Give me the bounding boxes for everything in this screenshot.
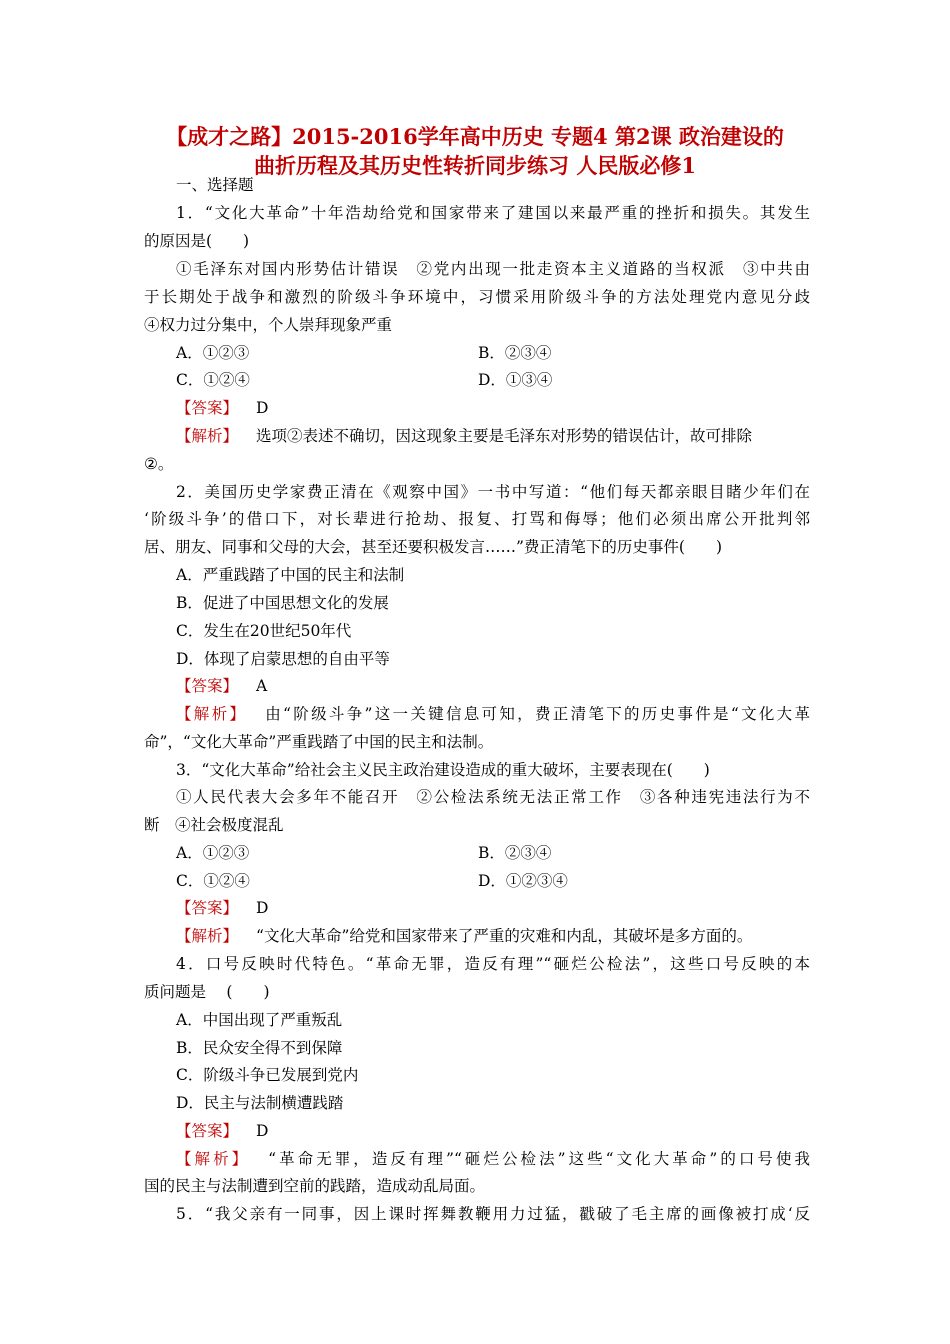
q2-answer <box>176 672 810 700</box>
analysis-tag: 【解析】 <box>176 1150 251 1168</box>
analysis-tag: 【解析】 <box>176 705 248 723</box>
q3-analysis-text: “文化大革命”给党和国家带来了严重的灾难和内乱，其破坏是多方面的。 <box>256 927 753 945</box>
q4-choice-c: C．阶级斗争已发展到党内 <box>176 1066 359 1084</box>
answer-tag: 【答案】 <box>176 677 239 695</box>
q1-answer-value: D <box>256 399 269 417</box>
q4-answer <box>176 1117 810 1145</box>
q2-choice-b: B．促进了中国思想文化的发展 <box>176 594 389 612</box>
q2-stem-line-3: 居、朋友、同事和父母的大会，甚至还要积极发言……”费正清笔下的历史事件( ) <box>144 538 723 556</box>
q4-answer-value: D <box>256 1122 269 1140</box>
q3-choice-row-1 <box>176 839 810 867</box>
document-title-line-1: 【成才之路】2015-2016学年高中历史 专题4 第2课 政治建设的 <box>166 124 784 149</box>
q2-choice-d: D．体现了启蒙思想的自由平等 <box>176 650 390 668</box>
q3-choice-a: A．①②③ <box>176 844 250 862</box>
q2-stem-line-1: 2．美国历史学家费正清在《观察中国》一书中写道：“他们每天都亲眼目睹少年们在 <box>176 483 810 501</box>
q1-analysis-line-1 <box>176 422 810 450</box>
q1-choice-a: A．①②③ <box>176 344 250 362</box>
q3-choice-c: C．①②④ <box>176 872 250 890</box>
q4-analysis-text: “革命无罪，造反有理”“砸烂公检法”这些“文化大革命”的口号使我 <box>268 1150 810 1168</box>
q1-choice-row-2 <box>176 366 810 394</box>
q3-options-line-2: 断 ④社会极度混乱 <box>144 816 284 834</box>
q2-choice-c: C．发生在20世纪50年代 <box>176 622 352 640</box>
q1-choice-c: C．①②④ <box>176 371 250 389</box>
q1-options-line-2: 于长期处于战争和激烈的阶级斗争环境中，习惯采用阶级斗争的方法处理党内意见分歧 <box>144 288 810 306</box>
q1-stem-line-1: 1．“文化大革命”十年浩劫给党和国家带来了建国以来最严重的挫折和损失。其发生 <box>176 204 810 222</box>
q2-answer-value: A <box>256 677 268 695</box>
q3-choice-b: B．②③④ <box>478 844 552 862</box>
q1-choice-b: B．②③④ <box>478 344 552 362</box>
q1-stem-line-2: 的原因是( ) <box>144 232 250 250</box>
q1-options-line-1: ①毛泽东对国内形势估计错误 ②党内出现一批走资本主义道路的当权派 ③中共由 <box>176 260 810 278</box>
q4-stem-line-1: 4．口号反映时代特色。“革命无罪，造反有理”“砸烂公检法”，这些口号反映的本 <box>176 955 810 973</box>
answer-tag: 【答案】 <box>176 1122 239 1140</box>
q4-choice-a: A．中国出现了严重叛乱 <box>176 1011 343 1029</box>
document-title-line-2: 曲折历程及其历史性转折同步练习 人民版必修1 <box>254 153 696 178</box>
q4-choice-b: B．民众安全得不到保障 <box>176 1039 343 1057</box>
answer-tag: 【答案】 <box>176 899 239 917</box>
q1-analysis-text: 选项②表述不确切，因这现象主要是毛泽东对形势的错误估计，故可排除 <box>256 427 753 445</box>
q3-answer <box>176 894 810 922</box>
analysis-tag: 【解析】 <box>176 427 239 445</box>
analysis-tag: 【解析】 <box>176 927 239 945</box>
q2-analysis-line-2: 命”，“文化大革命”严重践踏了中国的民主和法制。 <box>144 733 494 751</box>
q1-options-line-3: ④权力过分集中，个人崇拜现象严重 <box>144 316 393 334</box>
q5-stem-line-1: 5．“我父亲有一同事，因上课时挥舞教鞭用力过猛，戳破了毛主席的画像被打成‘反 <box>176 1205 810 1223</box>
q3-analysis-line-1 <box>176 922 810 950</box>
q1-answer <box>176 394 810 422</box>
q3-choice-row-2 <box>176 867 810 895</box>
q1-choice-row-1 <box>176 339 810 367</box>
q4-analysis-line-2: 国的民主与法制遭到空前的践踏，造成动乱局面。 <box>144 1177 486 1195</box>
answer-tag: 【答案】 <box>176 399 239 417</box>
q4-analysis-line-1 <box>176 1145 810 1173</box>
q3-answer-value: D <box>256 899 269 917</box>
q3-options-line-1: ①人民代表大会多年不能召开 ②公检法系统无法正常工作 ③各种违宪违法行为不 <box>176 788 810 806</box>
q3-choice-d: D．①②③④ <box>478 872 568 890</box>
q2-analysis-text: 由“阶级斗争”这一关键信息可知，费正清笔下的历史事件是“文化大革 <box>265 705 810 723</box>
section-heading: 一、选择题 <box>176 176 254 194</box>
q1-choice-d: D．①③④ <box>478 371 553 389</box>
q3-stem-line-1: 3．“文化大革命”给社会主义民主政治建设造成的重大破坏，主要表现在( ) <box>176 761 710 779</box>
q4-stem-line-2: 质问题是 ( ) <box>144 983 270 1001</box>
q2-stem-line-2: ‘阶级斗争’的借口下，对长辈进行抢劫、报复、打骂和侮辱；他们必须出席公开批判邻 <box>144 510 810 528</box>
q4-choice-d: D．民主与法制横遭践踏 <box>176 1094 344 1112</box>
q1-analysis-line-2: ②。 <box>144 455 174 473</box>
q2-analysis-line-1 <box>176 700 810 728</box>
q2-choice-a: A．严重践踏了中国的民主和法制 <box>176 566 405 584</box>
